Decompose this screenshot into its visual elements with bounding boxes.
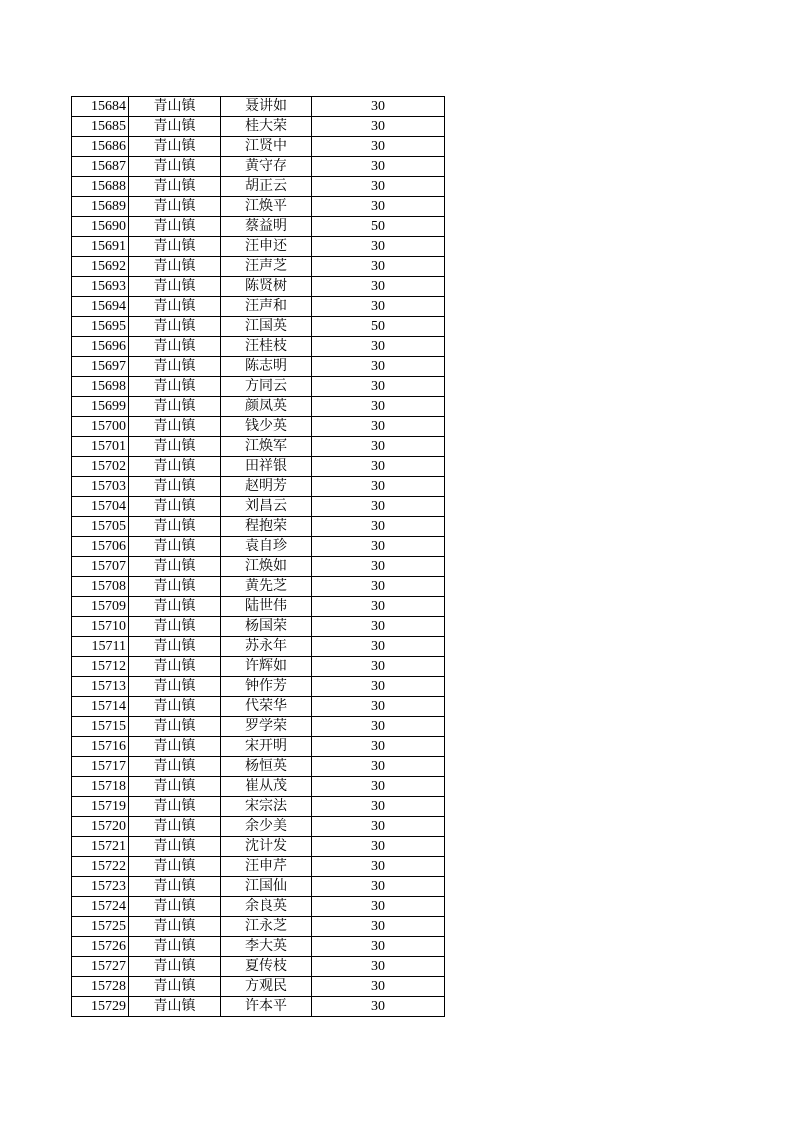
person-name-cell: 沈计发 [221,837,312,857]
table-row [72,257,445,277]
town-cell: 青山镇 [129,797,221,817]
table-row [72,137,445,157]
town-cell: 青山镇 [129,657,221,677]
person-name-cell: 袁自珍 [221,537,312,557]
person-name-cell: 许辉如 [221,657,312,677]
amount-cell: 30 [312,377,445,397]
table-row [72,597,445,617]
table-row [72,637,445,657]
person-name-cell: 钟作芳 [221,677,312,697]
record-id-cell: 15726 [72,937,129,957]
town-cell: 青山镇 [129,897,221,917]
amount-cell: 30 [312,557,445,577]
town-cell: 青山镇 [129,677,221,697]
table-row [72,777,445,797]
person-name-cell: 田祥银 [221,457,312,477]
record-id-cell: 15688 [72,177,129,197]
record-id-cell: 15721 [72,837,129,857]
town-cell: 青山镇 [129,497,221,517]
amount-cell: 30 [312,837,445,857]
table-row [72,317,445,337]
amount-cell: 30 [312,897,445,917]
town-cell: 青山镇 [129,737,221,757]
person-name-cell: 汪声芝 [221,257,312,277]
person-name-cell: 江贤中 [221,137,312,157]
table-row [72,177,445,197]
amount-cell: 30 [312,817,445,837]
table-row [72,217,445,237]
table-row [72,337,445,357]
person-name-cell: 汪申芹 [221,857,312,877]
table-row [72,477,445,497]
person-name-cell: 夏传枝 [221,957,312,977]
record-id-cell: 15722 [72,857,129,877]
person-name-cell: 许本平 [221,997,312,1017]
table-row [72,877,445,897]
table-row [72,937,445,957]
town-cell: 青山镇 [129,177,221,197]
person-name-cell: 江国仙 [221,877,312,897]
person-name-cell: 江焕如 [221,557,312,577]
amount-cell: 30 [312,357,445,377]
person-name-cell: 颜凤英 [221,397,312,417]
person-name-cell: 李大英 [221,937,312,957]
table-row [72,457,445,477]
town-cell: 青山镇 [129,417,221,437]
person-name-cell: 崔从茂 [221,777,312,797]
person-name-cell: 苏永年 [221,637,312,657]
table-row [72,577,445,597]
table-row [72,497,445,517]
person-name-cell: 方观民 [221,977,312,997]
table-row [72,117,445,137]
record-id-cell: 15710 [72,617,129,637]
amount-cell: 30 [312,257,445,277]
record-id-cell: 15720 [72,817,129,837]
record-id-cell: 15686 [72,137,129,157]
amount-cell: 30 [312,697,445,717]
amount-cell: 30 [312,417,445,437]
town-cell: 青山镇 [129,217,221,237]
town-cell: 青山镇 [129,697,221,717]
amount-cell: 30 [312,297,445,317]
amount-cell: 30 [312,737,445,757]
town-cell: 青山镇 [129,457,221,477]
amount-cell: 30 [312,577,445,597]
person-name-cell: 杨国荣 [221,617,312,637]
table-row [72,397,445,417]
table-row [72,837,445,857]
record-id-cell: 15703 [72,477,129,497]
amount-cell: 30 [312,717,445,737]
town-cell: 青山镇 [129,957,221,977]
amount-cell: 30 [312,957,445,977]
person-name-cell: 陈志明 [221,357,312,377]
table-row [72,697,445,717]
table-row [72,757,445,777]
amount-cell: 30 [312,617,445,637]
record-id-cell: 15718 [72,777,129,797]
table-row [72,817,445,837]
table-row [72,617,445,637]
record-id-cell: 15711 [72,637,129,657]
record-id-cell: 15684 [72,97,129,117]
amount-cell: 30 [312,797,445,817]
record-id-cell: 15699 [72,397,129,417]
town-cell: 青山镇 [129,517,221,537]
record-id-cell: 15712 [72,657,129,677]
amount-cell: 30 [312,497,445,517]
table-row [72,857,445,877]
person-name-cell: 陈贤树 [221,277,312,297]
record-id-cell: 15693 [72,277,129,297]
person-name-cell: 江永芝 [221,917,312,937]
amount-cell: 30 [312,757,445,777]
record-id-cell: 15717 [72,757,129,777]
table-row [72,437,445,457]
record-id-cell: 15714 [72,697,129,717]
amount-cell: 30 [312,517,445,537]
person-name-cell: 代荣华 [221,697,312,717]
amount-cell: 30 [312,917,445,937]
amount-cell: 30 [312,937,445,957]
town-cell: 青山镇 [129,557,221,577]
amount-cell: 30 [312,857,445,877]
record-id-cell: 15698 [72,377,129,397]
table-row [72,977,445,997]
record-id-cell: 15690 [72,217,129,237]
person-name-cell: 江焕军 [221,437,312,457]
amount-cell: 30 [312,637,445,657]
table-row [72,97,445,117]
record-id-cell: 15729 [72,997,129,1017]
record-id-cell: 15705 [72,517,129,537]
table-row [72,997,445,1017]
amount-cell: 30 [312,137,445,157]
town-cell: 青山镇 [129,257,221,277]
record-id-cell: 15713 [72,677,129,697]
record-id-cell: 15728 [72,977,129,997]
town-cell: 青山镇 [129,817,221,837]
record-id-cell: 15724 [72,897,129,917]
table-row [72,517,445,537]
amount-cell: 50 [312,217,445,237]
person-name-cell: 余良英 [221,897,312,917]
amount-cell: 30 [312,117,445,137]
table-row [72,957,445,977]
record-id-cell: 15707 [72,557,129,577]
town-cell: 青山镇 [129,937,221,957]
person-name-cell: 蔡益明 [221,217,312,237]
person-name-cell: 胡正云 [221,177,312,197]
record-id-cell: 15719 [72,797,129,817]
person-name-cell: 江国英 [221,317,312,337]
town-cell: 青山镇 [129,117,221,137]
town-cell: 青山镇 [129,757,221,777]
table-row [72,677,445,697]
amount-cell: 30 [312,477,445,497]
amount-cell: 30 [312,997,445,1017]
town-cell: 青山镇 [129,617,221,637]
table-row [72,377,445,397]
amount-cell: 30 [312,397,445,417]
person-name-cell: 江焕平 [221,197,312,217]
record-table [71,96,445,1017]
table-row [72,417,445,437]
town-cell: 青山镇 [129,777,221,797]
town-cell: 青山镇 [129,357,221,377]
person-name-cell: 赵明芳 [221,477,312,497]
table-row [72,157,445,177]
record-id-cell: 15702 [72,457,129,477]
town-cell: 青山镇 [129,637,221,657]
person-name-cell: 程抱荣 [221,517,312,537]
table-row [72,717,445,737]
amount-cell: 30 [312,977,445,997]
record-id-cell: 15695 [72,317,129,337]
record-id-cell: 15685 [72,117,129,137]
town-cell: 青山镇 [129,437,221,457]
record-id-cell: 15700 [72,417,129,437]
table-row [72,657,445,677]
table-row [72,557,445,577]
amount-cell: 30 [312,97,445,117]
record-id-cell: 15697 [72,357,129,377]
record-table-body [72,97,445,1017]
record-id-cell: 15725 [72,917,129,937]
town-cell: 青山镇 [129,837,221,857]
amount-cell: 30 [312,337,445,357]
town-cell: 青山镇 [129,717,221,737]
town-cell: 青山镇 [129,477,221,497]
town-cell: 青山镇 [129,997,221,1017]
amount-cell: 30 [312,177,445,197]
town-cell: 青山镇 [129,577,221,597]
town-cell: 青山镇 [129,137,221,157]
person-name-cell: 黄先芝 [221,577,312,597]
town-cell: 青山镇 [129,277,221,297]
amount-cell: 30 [312,437,445,457]
person-name-cell: 宋开明 [221,737,312,757]
amount-cell: 30 [312,277,445,297]
amount-cell: 30 [312,777,445,797]
town-cell: 青山镇 [129,337,221,357]
amount-cell: 30 [312,657,445,677]
amount-cell: 30 [312,457,445,477]
table-row [72,357,445,377]
town-cell: 青山镇 [129,857,221,877]
table-row [72,277,445,297]
record-id-cell: 15696 [72,337,129,357]
table-row [72,737,445,757]
person-name-cell: 桂大荣 [221,117,312,137]
town-cell: 青山镇 [129,297,221,317]
table-row [72,897,445,917]
town-cell: 青山镇 [129,877,221,897]
record-id-cell: 15708 [72,577,129,597]
town-cell: 青山镇 [129,197,221,217]
person-name-cell: 余少美 [221,817,312,837]
amount-cell: 30 [312,157,445,177]
town-cell: 青山镇 [129,397,221,417]
person-name-cell: 汪申还 [221,237,312,257]
person-name-cell: 汪声和 [221,297,312,317]
amount-cell: 30 [312,537,445,557]
record-id-cell: 15715 [72,717,129,737]
amount-cell: 30 [312,877,445,897]
person-name-cell: 陆世伟 [221,597,312,617]
record-id-cell: 15704 [72,497,129,517]
person-name-cell: 杨恒英 [221,757,312,777]
person-name-cell: 钱少英 [221,417,312,437]
amount-cell: 30 [312,677,445,697]
town-cell: 青山镇 [129,377,221,397]
town-cell: 青山镇 [129,597,221,617]
person-name-cell: 方同云 [221,377,312,397]
record-id-cell: 15687 [72,157,129,177]
person-name-cell: 黄守存 [221,157,312,177]
table-row [72,917,445,937]
record-id-cell: 15689 [72,197,129,217]
table-row [72,297,445,317]
amount-cell: 50 [312,317,445,337]
record-id-cell: 15716 [72,737,129,757]
town-cell: 青山镇 [129,157,221,177]
table-row [72,197,445,217]
town-cell: 青山镇 [129,917,221,937]
person-name-cell: 汪桂枝 [221,337,312,357]
record-id-cell: 15691 [72,237,129,257]
person-name-cell: 刘昌云 [221,497,312,517]
record-id-cell: 15709 [72,597,129,617]
table-row [72,237,445,257]
record-id-cell: 15701 [72,437,129,457]
town-cell: 青山镇 [129,97,221,117]
table-row [72,797,445,817]
record-id-cell: 15706 [72,537,129,557]
record-id-cell: 15727 [72,957,129,977]
amount-cell: 30 [312,237,445,257]
town-cell: 青山镇 [129,317,221,337]
town-cell: 青山镇 [129,237,221,257]
person-name-cell: 宋宗法 [221,797,312,817]
table-row [72,537,445,557]
person-name-cell: 罗学荣 [221,717,312,737]
record-id-cell: 15692 [72,257,129,277]
town-cell: 青山镇 [129,537,221,557]
record-id-cell: 15723 [72,877,129,897]
person-name-cell: 聂讲如 [221,97,312,117]
amount-cell: 30 [312,597,445,617]
town-cell: 青山镇 [129,977,221,997]
amount-cell: 30 [312,197,445,217]
record-id-cell: 15694 [72,297,129,317]
